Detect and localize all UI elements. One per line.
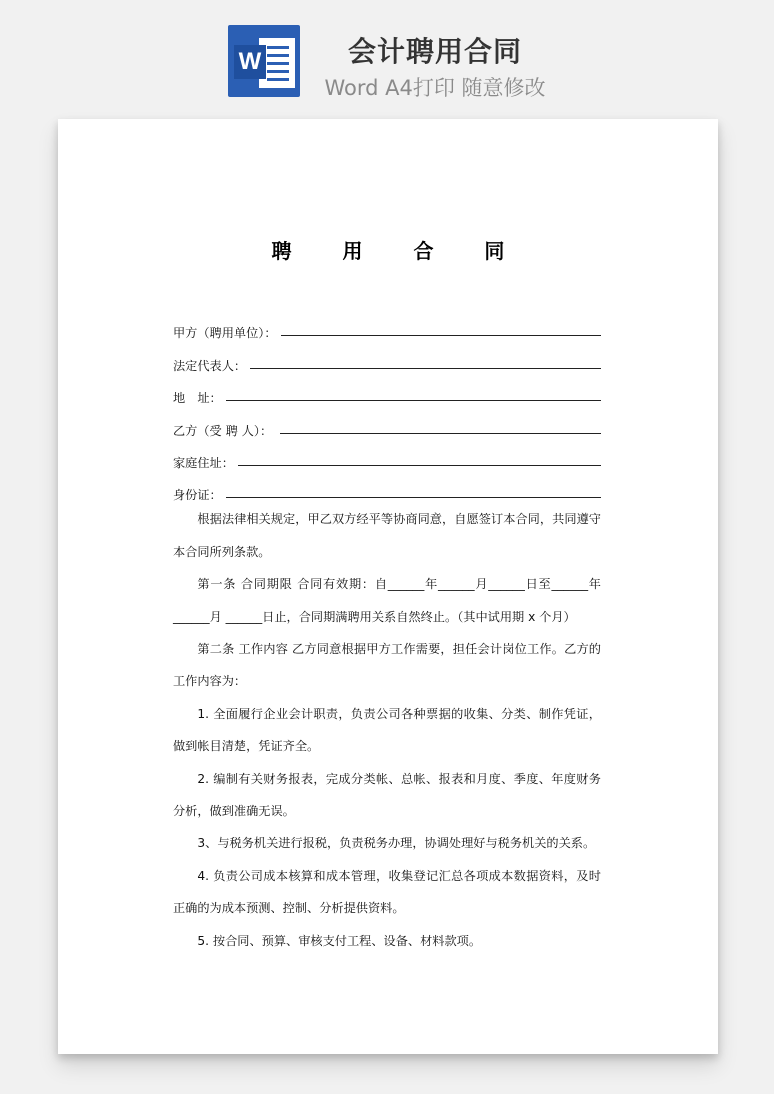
blank-line[interactable]: [238, 464, 601, 466]
field-label: 身份证：: [173, 488, 222, 503]
field-label: 法定代表人：: [173, 358, 247, 373]
list-item-3: 3、与税务机关进行报税，负责税务办理，协调处理好与税务机关的关系。: [197, 836, 596, 851]
paragraph-article-1: 第一条 合同期限 合同有效期：自______年______月______日至______年______月 ______日止，合同期满聘用关系自然终止。（其中试用期 x 个月）: [173, 577, 601, 624]
paragraph-article-2: 第二条 工作内容 乙方同意根据甲方工作需要，担任会计岗位工作。乙方的工作内容为：: [173, 641, 601, 689]
header: [0, 0, 774, 110]
field-label: 乙方（受 聘 人）：: [173, 423, 277, 438]
word-icon: [228, 25, 300, 97]
blank-line[interactable]: [226, 496, 601, 498]
blank-line[interactable]: [226, 399, 601, 401]
field-employee: [173, 406, 601, 438]
field-legal-representative: [173, 341, 601, 373]
field-employer: [173, 309, 601, 341]
blank-line[interactable]: [280, 432, 601, 434]
field-home-address: [173, 439, 601, 471]
field-label: 家庭住址：: [173, 455, 234, 470]
field-address: [173, 374, 601, 406]
field-label: 地 址：: [173, 391, 222, 406]
document-page: [58, 119, 718, 1054]
paragraph-preamble: 根据法律相关规定，甲乙双方经平等协商同意，自愿签订本合同，共同遵守本合同所列条款。: [173, 512, 601, 559]
header-title: 会计聘用合同: [347, 35, 522, 68]
document-body: [173, 309, 601, 957]
list-item-1: 1. 全面履行企业会计职责，负责公司各种票据的收集、分类、制作凭证，做到帐目清楚，凭证齐全。: [173, 706, 601, 754]
field-id-card: [173, 471, 601, 503]
list-item-4: 4. 负责公司成本核算和成本管理，收集登记汇总各项成本数据资料，及时正确的为成本预测、控制、分析提供资料。: [173, 868, 601, 916]
document-title: 聘 用 合 同: [271, 239, 527, 263]
blank-line[interactable]: [250, 367, 601, 369]
word-badge: W: [234, 45, 266, 79]
header-subtitle: Word A4打印 随意修改: [324, 76, 546, 100]
blank-line[interactable]: [281, 334, 601, 336]
list-item-5: 5. 按合同、预算、审核支付工程、设备、材料款项。: [197, 933, 482, 948]
list-item-2: 2. 编制有关财务报表，完成分类帐、总帐、报表和月度、季度、年度财务分析，做到准确无误。: [173, 771, 601, 818]
field-label: 甲方（聘用单位）：: [173, 326, 277, 341]
